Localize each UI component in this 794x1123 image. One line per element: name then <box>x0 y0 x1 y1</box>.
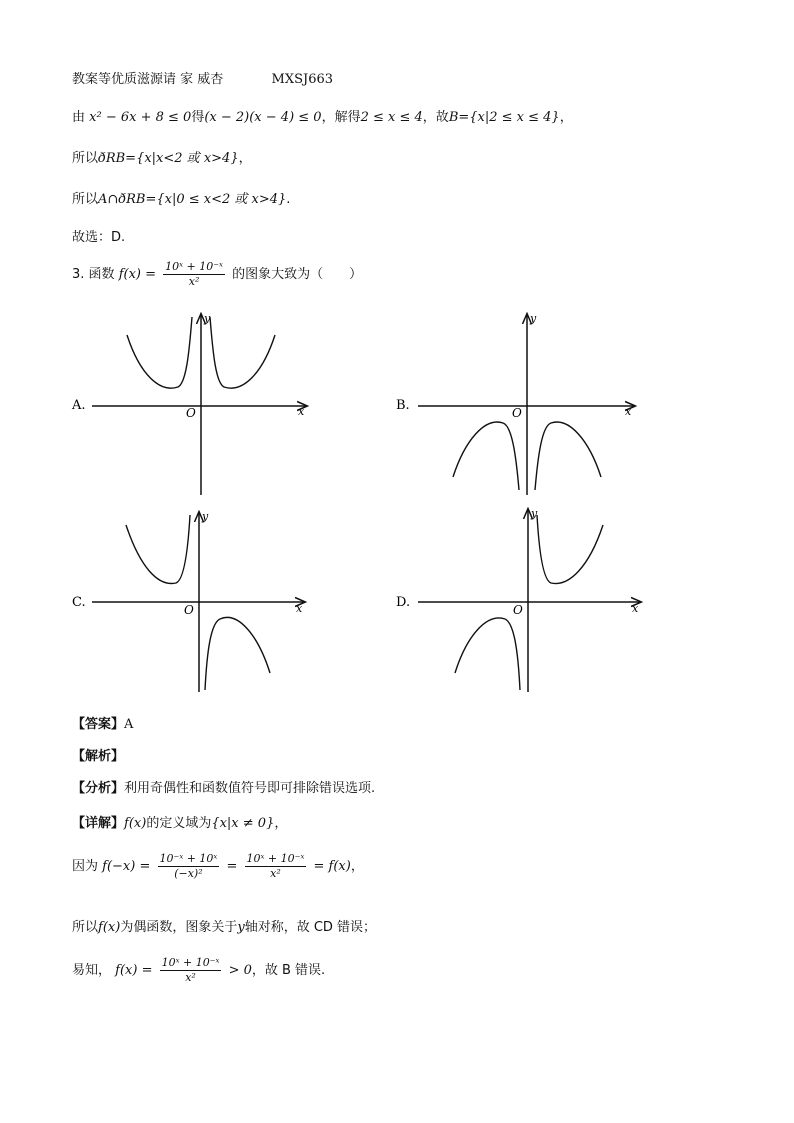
solution-choice: 故选：D. <box>72 230 126 245</box>
solution-line-3 <box>72 188 290 207</box>
text: 轴对称，故 CD 错误； <box>244 920 377 935</box>
text: 因为 <box>72 859 99 874</box>
option-d-graph[interactable] <box>396 507 640 692</box>
numerator: 10ˣ + 10⁻ˣ <box>165 260 223 273</box>
text: . <box>286 192 291 207</box>
y-axis-label: y <box>202 510 209 523</box>
solution-line-1 <box>72 106 573 125</box>
text: ， <box>350 859 364 874</box>
right-branch <box>205 617 270 690</box>
intersection-set: A∩ðRB={x|0 ≤ x<2 或 x>4} <box>98 192 287 207</box>
denominator: x² <box>188 275 200 288</box>
answer-line <box>72 713 133 732</box>
header-line <box>72 68 333 87</box>
numerator: 10ˣ + 10⁻ˣ <box>246 852 305 865</box>
positivity-line <box>72 956 325 985</box>
option-c-label: C. <box>72 595 86 610</box>
solution-line-2 <box>72 147 252 166</box>
left-branch <box>127 317 192 388</box>
rhs: = f(x) <box>313 859 351 874</box>
option-c-graph[interactable] <box>72 510 304 692</box>
y-axis-label: y <box>204 312 211 325</box>
lhs: f(−x) = <box>102 859 151 874</box>
analysis-text: 利用奇偶性和函数值符号即可排除错误选项. <box>124 781 376 796</box>
fraction-1 <box>158 852 220 881</box>
text: 得 <box>191 110 205 125</box>
header-code: MXSJ663 <box>271 72 334 87</box>
function-fraction <box>163 260 225 289</box>
factored-inequality: (x − 2)(x − 4) ≤ 0 <box>204 110 322 125</box>
option-a-label: A. <box>72 398 86 413</box>
text: ， <box>274 816 288 831</box>
y-axis-label: y <box>530 312 537 325</box>
text: ，故 B 错误. <box>251 963 326 978</box>
function-label: f(x) <box>124 816 147 831</box>
set-b: B={x|2 ≤ x ≤ 4} <box>448 110 560 125</box>
analysis-line <box>72 777 375 796</box>
complement-set: ðRB={x|x<2 或 x>4} <box>98 151 239 166</box>
answer-value: A <box>124 717 134 732</box>
x-axis-label: x <box>625 405 632 418</box>
y-axis-label: y <box>531 507 538 520</box>
text: ， <box>238 151 252 166</box>
right-branch <box>210 317 275 388</box>
origin-label: O <box>186 406 196 420</box>
text: 由 <box>72 110 90 125</box>
option-a-graph[interactable] <box>71 312 306 495</box>
origin-label: O <box>513 603 523 617</box>
function-label: f(x) = <box>118 267 156 282</box>
header-text: 教案等优质滋源请 家 威杏 <box>72 72 224 87</box>
x-axis-label: x <box>296 602 303 615</box>
option-b-graph[interactable] <box>396 312 634 495</box>
fraction-2 <box>245 852 307 881</box>
origin-label: O <box>512 406 522 420</box>
answer-tag: 【答案】 <box>72 717 125 732</box>
inequality: x² − 6x + 8 ≤ 0 <box>89 110 192 125</box>
numerator: 10⁻ˣ + 10ˣ <box>159 852 218 865</box>
analysis-heading: 【解析】 <box>72 749 125 764</box>
question-prefix: 3. 函数 <box>72 267 115 282</box>
solution-range: 2 ≤ x ≤ 4 <box>360 110 423 125</box>
left-branch <box>126 515 190 584</box>
left-branch <box>453 422 519 490</box>
analysis-tag: 【分析】 <box>72 781 125 796</box>
denominator: x² <box>185 971 196 984</box>
origin-label: O <box>184 603 194 617</box>
left-branch <box>455 618 520 690</box>
detail-line <box>72 812 287 831</box>
question-3 <box>72 260 362 289</box>
function-label: f(x) <box>98 920 121 935</box>
denominator: (−x)² <box>174 867 203 880</box>
domain-set: {x|x ≠ 0} <box>211 816 275 831</box>
text: 易知， <box>72 963 112 978</box>
detail-tag: 【详解】 <box>72 816 125 831</box>
right-branch <box>535 422 601 490</box>
equals: = <box>226 859 238 874</box>
question-suffix: 的图象大致为（ ） <box>232 267 363 282</box>
option-d-label: D. <box>396 595 411 610</box>
denominator: x² <box>270 867 281 880</box>
function-label: f(x) = <box>115 963 153 978</box>
even-conclusion-line <box>72 916 376 935</box>
numerator: 10ˣ + 10⁻ˣ <box>161 956 220 969</box>
text: ，故 <box>422 110 449 125</box>
inequality: > 0 <box>228 963 252 978</box>
domain-text: 的定义域为 <box>146 816 212 831</box>
text: 所以 <box>72 920 99 935</box>
right-branch <box>537 515 603 584</box>
text: 所以 <box>72 192 99 207</box>
y-variable: y <box>237 920 245 935</box>
text: ， <box>559 110 573 125</box>
text: 为偶函数，图象关于 <box>120 920 238 935</box>
function-fraction <box>160 956 222 985</box>
text: 所以 <box>72 151 99 166</box>
x-axis-label: x <box>632 602 639 615</box>
option-b-label: B. <box>396 398 410 413</box>
graph-options <box>0 305 794 705</box>
text: ，解得 <box>321 110 361 125</box>
even-proof-line <box>72 852 364 881</box>
x-axis-label: x <box>298 405 305 418</box>
